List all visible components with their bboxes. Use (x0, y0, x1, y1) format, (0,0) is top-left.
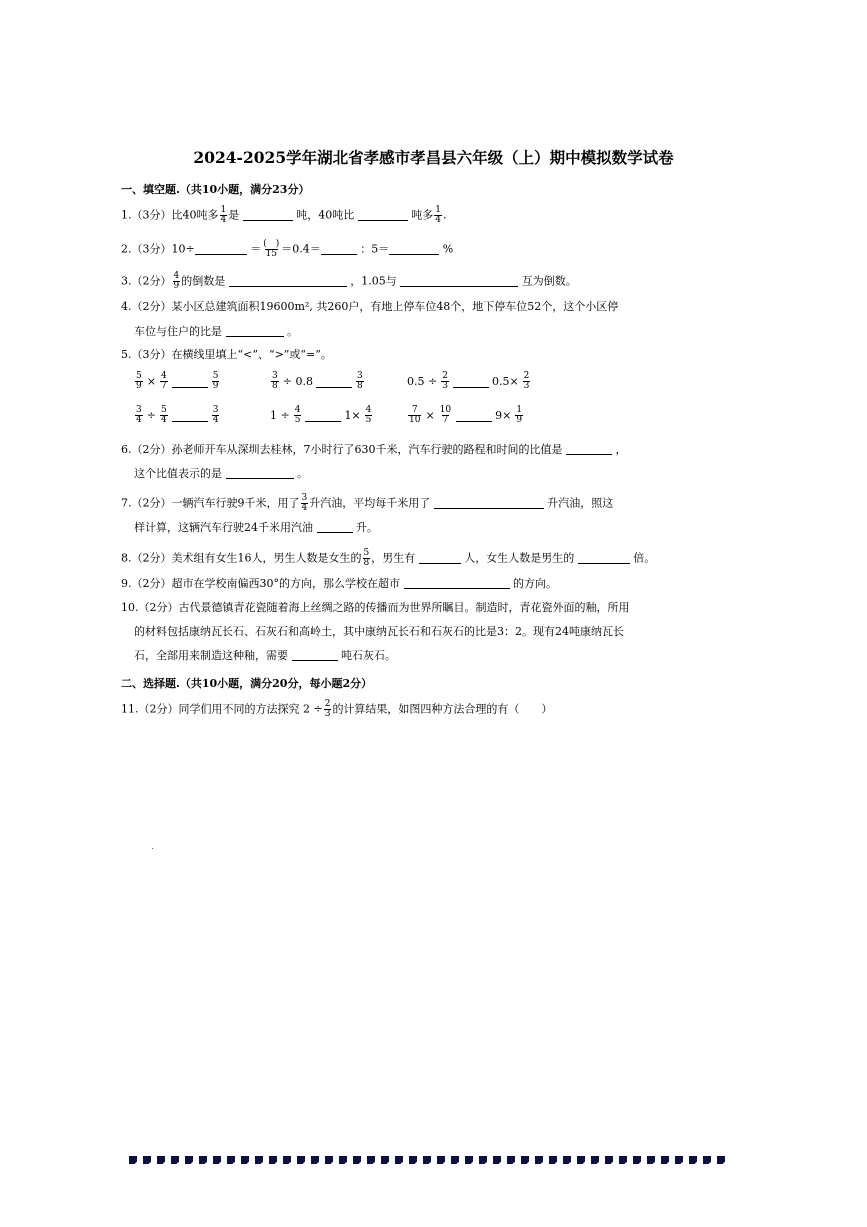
section-heading-fill-in: 一、填空题.（共10小题，满分23分） (121, 183, 310, 196)
question-3: 3.（2分） $\frac{4}{9}$ 的倒数是 ，1.05与 互为倒数。 (121, 271, 577, 291)
answer-blank[interactable] (317, 521, 353, 533)
fraction: $\frac{1}{4}$ (220, 205, 227, 225)
comparison-r1c2: $\frac{3}{8}$ ÷ 0.8 $\frac{3}{8}$ (272, 371, 363, 391)
answer-blank[interactable] (358, 209, 408, 221)
answer-blank[interactable] (404, 577, 510, 589)
answer-blank[interactable] (434, 497, 544, 509)
answer-blank[interactable] (226, 467, 294, 479)
fraction: $\frac{3}{4}$ (301, 493, 308, 513)
question-9: 9.（2分）超市在学校南偏西30°的方向，那么学校在超市 的方向。 (121, 577, 557, 590)
question-10-line-3: 石，全部用来制造这种釉，需要 吨石灰石。 (134, 649, 396, 662)
answer-blank[interactable] (321, 243, 357, 255)
answer-blank[interactable] (195, 243, 247, 255)
footer-decoration (129, 1156, 725, 1164)
answer-blank[interactable] (243, 209, 293, 221)
question-4-line-2: 车位与住户的比是 。 (134, 325, 298, 338)
question-7-line-2: 样计算，这辆汽车行驶24千米用汽油 升。 (134, 521, 378, 534)
question-10-line-2: 的材料包括康纳瓦长石、石灰石和高岭土，其中康纳瓦长石和石灰石的比是3：2。现有24吨康纳瓦长 (134, 625, 624, 638)
answer-blank[interactable] (389, 243, 439, 255)
answer-blank[interactable] (226, 325, 284, 337)
answer-blank[interactable] (316, 376, 352, 388)
stray-dot (152, 848, 153, 849)
comparison-r2c3: $\frac{7}{10}$ × $\frac{10}{7}$ 9× $\frac{1}{9}$ (409, 405, 523, 425)
question-1: 1.（3分）比40吨多 $\frac{1}{4}$ 是 吨，40吨比 吨多 $\frac{1}{4}$ . (121, 205, 447, 225)
page-title: 2024-2025学年湖北省孝感市孝昌县六年级（上）期中模拟数学试卷 (193, 148, 674, 167)
answer-blank[interactable] (292, 649, 338, 661)
fraction: $\frac{1}{4}$ (435, 205, 441, 225)
answer-blank[interactable] (453, 376, 489, 388)
question-5: 5.（3分）在横线里填上“<”、“>”或“=”。 (121, 348, 332, 361)
answer-blank[interactable] (172, 376, 208, 388)
answer-blank[interactable] (400, 275, 518, 287)
fraction: $\frac{2}{3}$ (324, 699, 331, 719)
answer-blank[interactable] (578, 552, 630, 564)
comparison-r2c1: $\frac{3}{4}$ ÷ $\frac{5}{4}$ $\frac{3}{4}$ (136, 405, 219, 425)
answer-blank[interactable] (456, 410, 492, 422)
question-2: 2.（3分）10÷ ＝ $\frac{( )}{15}$ ＝0.4＝ ：5＝ % (121, 239, 454, 259)
question-7-line-1: 7.（2分）一辆汽车行驶9千米，用了 $\frac{3}{4}$ 升汽油，平均每千米用了 升汽油，照这 (121, 493, 614, 513)
comparison-r1c1: $\frac{5}{9}$ × $\frac{4}{7}$ $\frac{5}{9}$ (136, 371, 219, 391)
question-4-line-1: 4.（2分）某小区总建筑面积19600m², 共260户，有地上停车位48个，地下停车位52个，这个小区停 (121, 300, 619, 313)
answer-blank[interactable] (229, 275, 347, 287)
comparison-r2c2: 1 ÷ $\frac{4}{5}$ 1× $\frac{4}{5}$ (270, 405, 372, 425)
section-heading-choice: 二、选择题.（共10小题，满分20分，每小题2分） (121, 677, 373, 690)
question-11: 11.（2分）同学们用不同的方法探究 2 ÷ $\frac{2}{3}$ 的计算结果，如图四种方法合理的有（ ） (121, 699, 553, 719)
answer-blank[interactable] (172, 410, 208, 422)
question-10-line-1: 10.（2分）古代景德镇青花瓷随着海上丝绸之路的传播而为世界所瞩目。制造时，青花瓷外面的釉，所用 (121, 601, 630, 614)
question-8: 8.（2分）美术组有女生16人，男生人数是女生的 $\frac{5}{8}$ ，男生有 人，女生人数是男生的 倍。 (121, 548, 656, 568)
question-6-line-1: 6.（2分）孙老师开车从深圳去桂林，7小时行了630千米，汽车行驶的路程和时间的比值是 ， (121, 443, 627, 456)
answer-blank[interactable] (305, 410, 341, 422)
question-6-line-2: 这个比值表示的是 。 (134, 467, 308, 480)
answer-blank[interactable] (566, 443, 612, 455)
fraction: $\frac{( )}{15}$ (263, 239, 280, 259)
fraction: $\frac{5}{8}$ (363, 548, 370, 568)
answer-blank[interactable] (419, 552, 461, 564)
fraction: $\frac{4}{9}$ (173, 271, 180, 291)
comparison-r1c3: 0.5 ÷ $\frac{2}{3}$ 0.5× $\frac{2}{3}$ (407, 371, 530, 391)
